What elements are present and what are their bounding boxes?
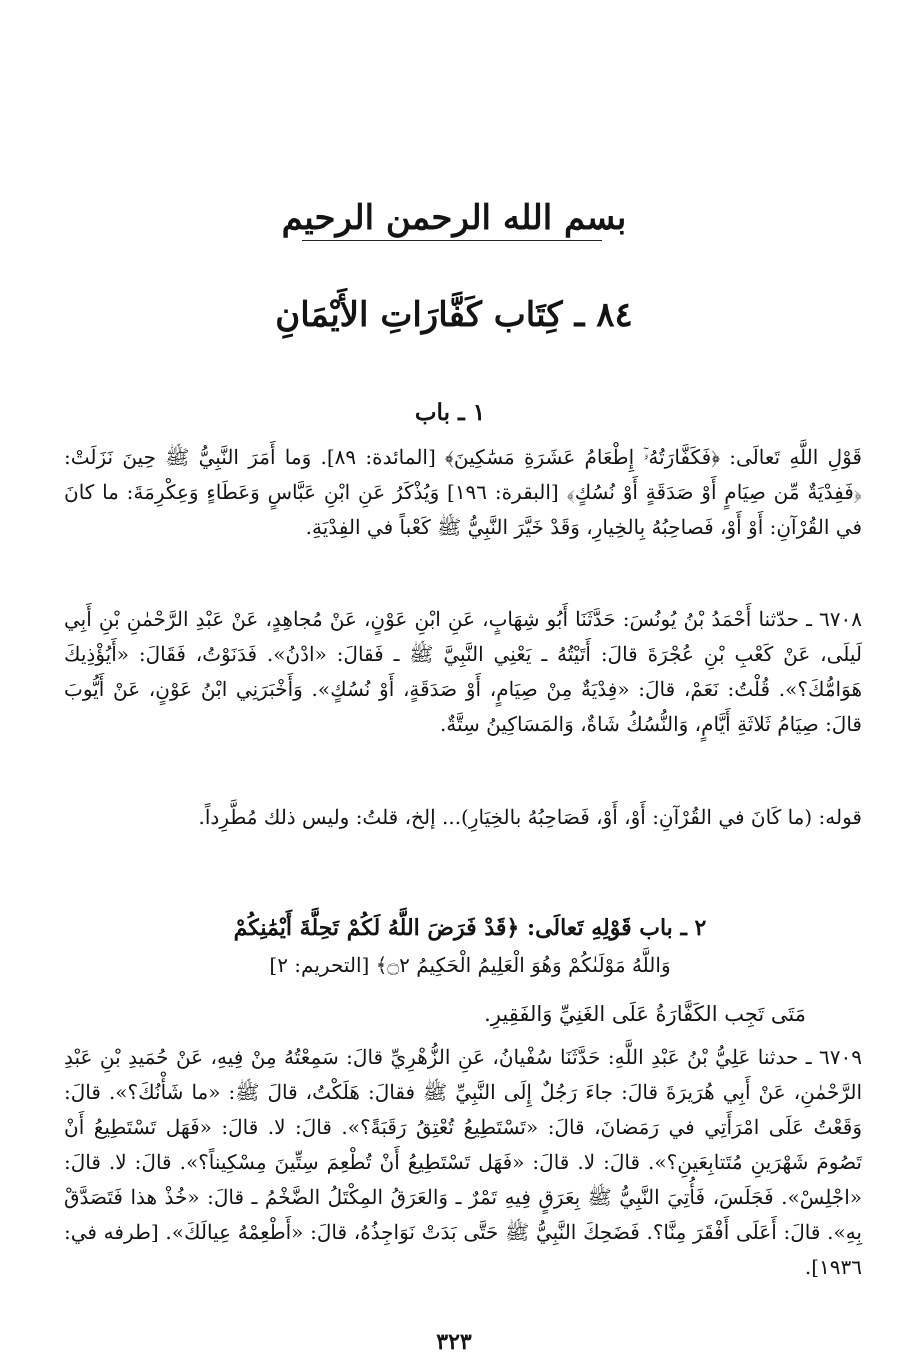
- basmala-underline: [302, 240, 602, 241]
- hadith-6708: [64, 602, 862, 742]
- hadith-6708-text: ٦٧٠٨ ـ حدّثنا أَحْمَدُ بْنُ يُونُسَ: حَدَّثَنَا أَبُو شِهَابٍ، عَنِ ابْنِ عَوْنٍ، عَنْ مُجاهِدٍ، عَنْ عَبْدِ الرَّحْمٰنِ بْنِ أَبِي لَيلَى، عَنْ كَعْبِ بْنِ عُجْرَةَ قالَ: أَتَيْتُهُ ـ يَعْنِي النَّبِيَّ ﷺ ـ فَقالَ: «ادْنُ». فَدَنَوْتُ، فَقَالَ: «أَيُؤْذِيكَ هَوَامُّكَ؟». قُلْتُ: نَعَمْ، قالَ: «فِدْيَةٌ مِنْ صِيَامٍ، أَوْ صَدَقَةٍ، أَوْ نُسُكٍ». وَأَخْبَرَنِي ابْنُ عَوْنٍ، عَنْ أَيُّوبَ قالَ: صِيَامُ ثَلاثَةِ أَيَّامٍ، وَالنُّسُكُ شَاةٌ، وَالمَسَاكِينُ سِتَّةٌ.: [64, 607, 862, 736]
- chapter-1-intro: [64, 440, 862, 545]
- chapter-2-heading-line-2: وَاللَّهُ مَوْلَىٰكُمْ وَهُوَ الْعَلِيمُ الْحَكِيمُ ۝٢﴾ [التحريم: ٢]: [269, 953, 671, 977]
- commentary: [64, 800, 862, 835]
- book-title: ٨٤ ـ كِتَاب كَفَّارَاتِ الأَيْمَانِ: [275, 295, 633, 335]
- chapter-1-intro-text: قَوْلِ اللَّهِ تَعالَى: ﴿فَكَفَّارَتُهُۥٓ إِطْعَامُ عَشَرَةِ مَسَٰكِينَ﴾ [المائدة: ٨٩]. وَما أَمَرَ النَّبِيُّ ﷺ حِينَ نَزَلَتْ: ﴿فَفِدْيَةٌ مِّن صِيَامٍ أَوْ صَدَقَةٍ أَوْ نُسُكٍ﴾ [البقرة: ١٩٦] وَيُذْكَرُ عَنِ ابْنِ عَبَّاسٍ وَعَطَاءٍ وَعِكْرِمَةَ: ما كانَ في القُرْآنِ: أَوْ أَوْ، فَصاحِبُهُ بِالخِيارِ، وَقَدْ خَيَّرَ النَّبِيُّ ﷺ كَعْباً في الفِدْيَةِ.: [64, 445, 862, 539]
- chapter-1-heading: ١ ـ باب: [414, 399, 486, 426]
- chapter-2-heading: [120, 908, 820, 982]
- page-number: ٣٢٣: [436, 1329, 472, 1355]
- hadith-6709-text: ٦٧٠٩ ـ حدثنا عَلِيُّ بْنُ عَبْدِ اللَّهِ: حَدَّثَنَا سُفْيانُ، عَنِ الزُّهْرِيِّ قالَ: سَمِعْتُهُ مِنْ فِيهِ، عَنْ حُمَيدِ بْنِ عَبْدِ الرَّحْمٰنِ، عَنْ أَبِي هُرَيرَةَ قالَ: جاءَ رَجُلٌ إِلَى النَّبِيِّ ﷺ فقالَ: هَلَكْتُ، قالَ ﷺ: «ما شَأْنُكَ؟». قالَ: وَقَعْتُ عَلَى امْرَأَتِي في رَمَضانَ، قالَ: «تَسْتَطِيعُ تُعْتِقُ رَقَبَةً؟». قالَ: لا. قالَ: «فَهَل تَسْتَطِيعُ أَنْ تَصُومَ شَهْرَينِ مُتَتابِعَينِ؟». قالَ: لا. قالَ: «فَهَل تَسْتَطِيعُ أَنْ تُطْعِمَ سِتِّينَ مِسْكِيناً؟». قالَ: لا. قالَ: «اجْلِسْ». فَجَلَسَ، فَأُتِيَ النَّبِيُّ ﷺ بِعَرَقٍ فِيهِ تَمْرٌ ـ وَالعَرَقُ المِكْتَلُ الضَّخْمُ ـ قالَ: «خُذْ هذا فَتَصَدَّقْ بِهِ». قالَ: أَعَلَى أَفْقَرَ مِنَّا؟. فَضَحِكَ النَّبِيُّ ﷺ حَتَّى بَدَتْ نَوَاجِذُهُ، قالَ: «أَطْعِمْهُ عِيالَكَ». [طرفه في: ١٩٣٦].: [64, 1045, 862, 1279]
- hadith-6709: [64, 1040, 862, 1285]
- basmala: بسم الله الرحمن الرحيم: [281, 198, 627, 238]
- commentary-text: قوله: (ما كَانَ في القُرْآنِ: أَوْ، أَوْ، فَصَاحِبُهُ بالخِيَارِ)... إلخ، قلتُ: وليس ذلك مُطَّرِداً.: [198, 805, 862, 829]
- chapter-2-heading-line-1: ٢ ـ باب قَوْلِهِ تَعالَى: ﴿قَدْ فَرَضَ اللَّهُ لَكُمْ تَحِلَّةَ أَيْمَٰنِكُمْ: [233, 915, 707, 941]
- chapter-2-subheading: مَتَى تَجِب الكَفَّارَةُ عَلَى الغَنِيِّ وَالفَقِيرِ.: [484, 1002, 806, 1026]
